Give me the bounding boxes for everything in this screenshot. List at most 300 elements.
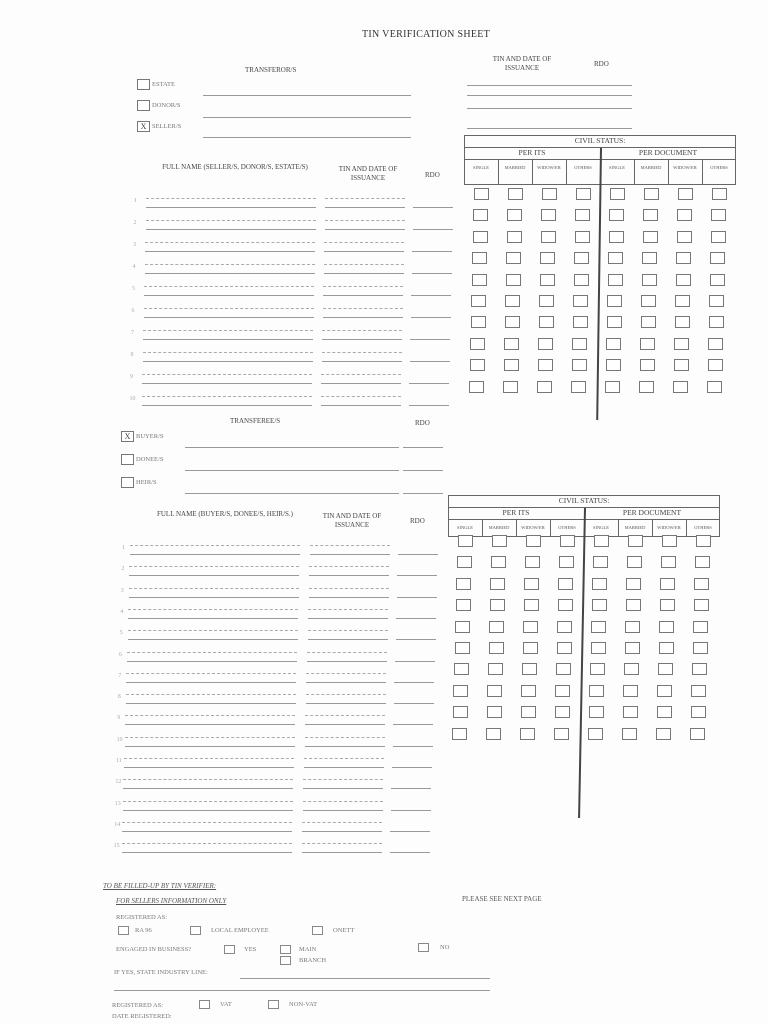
status-checkbox[interactable] xyxy=(521,685,536,697)
status-checkbox[interactable] xyxy=(474,188,489,200)
status-checkbox[interactable] xyxy=(541,231,556,243)
status-checkbox[interactable] xyxy=(575,231,590,243)
status-checkbox[interactable] xyxy=(593,556,608,568)
status-checkbox[interactable] xyxy=(695,556,710,568)
rdo-field[interactable] xyxy=(409,383,449,384)
tin-field[interactable] xyxy=(306,682,386,683)
status-checkbox[interactable] xyxy=(541,209,556,221)
status-checkbox[interactable] xyxy=(623,706,638,718)
status-checkbox[interactable] xyxy=(470,359,485,371)
tin-field[interactable] xyxy=(302,852,382,853)
tin-field[interactable] xyxy=(303,810,383,811)
rdo-field[interactable] xyxy=(392,767,432,768)
name-field[interactable] xyxy=(124,767,294,768)
status-checkbox[interactable] xyxy=(609,231,624,243)
status-checkbox[interactable] xyxy=(588,728,603,740)
status-checkbox[interactable] xyxy=(606,338,621,350)
tin-field[interactable] xyxy=(305,746,385,747)
industry-label: IF YES, STATE INDUSTRY LINE: xyxy=(114,969,208,976)
status-checkbox[interactable] xyxy=(644,188,659,200)
rdo-field[interactable] xyxy=(391,788,431,789)
status-checkbox[interactable] xyxy=(590,663,605,675)
tin-field[interactable] xyxy=(308,618,388,619)
rdo-field[interactable] xyxy=(410,361,450,362)
status-checkbox[interactable] xyxy=(628,535,643,547)
rdo-field[interactable] xyxy=(391,810,431,811)
status-checkbox[interactable] xyxy=(624,663,639,675)
status-checkbox[interactable] xyxy=(471,316,486,328)
status-checkbox[interactable] xyxy=(605,381,620,393)
status-checkbox[interactable] xyxy=(641,316,656,328)
industry-line-2[interactable] xyxy=(114,990,490,991)
transferor-rdo-heading: RDO xyxy=(594,60,609,68)
industry-line[interactable] xyxy=(240,978,490,979)
name-field[interactable] xyxy=(123,788,293,789)
status-checkbox[interactable] xyxy=(472,252,487,264)
name-field[interactable] xyxy=(130,554,300,555)
tin-subline xyxy=(324,264,404,265)
status-checkbox[interactable] xyxy=(507,209,522,221)
status-checkbox[interactable] xyxy=(627,556,642,568)
name-subline xyxy=(126,694,296,695)
status-checkbox[interactable] xyxy=(523,621,538,633)
option-label: DONEE/S xyxy=(136,456,164,463)
status-column-label: WIDOW/ER xyxy=(673,165,697,170)
status-checkbox[interactable] xyxy=(677,231,692,243)
status-checkbox[interactable] xyxy=(487,685,502,697)
status-checkbox[interactable] xyxy=(660,599,675,611)
name-field[interactable] xyxy=(125,746,295,747)
rdo-field[interactable] xyxy=(412,273,452,274)
row-number: 7 xyxy=(131,330,134,336)
rdo-field[interactable] xyxy=(397,575,437,576)
status-checkbox[interactable] xyxy=(471,295,486,307)
status-checkbox[interactable] xyxy=(557,621,572,633)
status-checkbox[interactable] xyxy=(678,188,693,200)
status-checkbox[interactable] xyxy=(487,706,502,718)
name-subline xyxy=(146,198,316,199)
status-checkbox[interactable] xyxy=(643,231,658,243)
tin-subline xyxy=(322,330,402,331)
transferee-rdo-line xyxy=(403,493,443,494)
status-checkbox[interactable] xyxy=(452,728,467,740)
tin-field[interactable] xyxy=(303,788,383,789)
transferor-tin-line xyxy=(467,108,632,109)
name-field[interactable] xyxy=(146,207,316,208)
tin-field[interactable] xyxy=(308,639,388,640)
tin-field[interactable] xyxy=(321,405,401,406)
status-checkbox[interactable] xyxy=(523,642,538,654)
status-column-label: SINGLE xyxy=(593,525,609,530)
status-checkbox[interactable] xyxy=(691,685,706,697)
status-checkbox[interactable] xyxy=(591,642,606,654)
status-checkbox[interactable] xyxy=(642,252,657,264)
status-checkbox[interactable] xyxy=(589,706,604,718)
status-checkbox[interactable] xyxy=(576,188,591,200)
rdo-field[interactable] xyxy=(395,661,435,662)
status-checkbox[interactable] xyxy=(673,381,688,393)
name-field[interactable] xyxy=(142,405,312,406)
main-label: MAIN xyxy=(299,946,317,953)
rdo-field[interactable] xyxy=(413,229,453,230)
name-field[interactable] xyxy=(146,229,316,230)
name-subline xyxy=(146,220,316,221)
row-number: 13 xyxy=(114,800,121,807)
status-checkbox[interactable] xyxy=(508,188,523,200)
status-checkbox[interactable] xyxy=(709,295,724,307)
tin-field[interactable] xyxy=(309,597,389,598)
status-column-label: SINGLE xyxy=(473,165,489,170)
status-checkbox[interactable] xyxy=(708,338,723,350)
status-checkbox[interactable] xyxy=(554,728,569,740)
tin-field[interactable] xyxy=(321,383,401,384)
name-field[interactable] xyxy=(145,273,315,274)
status-checkbox[interactable] xyxy=(572,359,587,371)
tin-field[interactable] xyxy=(310,554,390,555)
status-checkbox[interactable] xyxy=(676,274,691,286)
status-checkbox[interactable] xyxy=(538,359,553,371)
status-checkbox[interactable] xyxy=(659,642,674,654)
status-checkbox[interactable] xyxy=(693,621,708,633)
status-checkbox[interactable] xyxy=(558,599,573,611)
status-checkbox[interactable] xyxy=(641,295,656,307)
status-checkbox[interactable] xyxy=(626,599,641,611)
rdo-field[interactable] xyxy=(409,405,449,406)
status-checkbox[interactable] xyxy=(469,381,484,393)
status-checkbox[interactable] xyxy=(694,578,709,590)
name-field[interactable] xyxy=(143,361,313,362)
tin-field[interactable] xyxy=(325,229,405,230)
status-checkbox[interactable] xyxy=(625,642,640,654)
status-checkbox[interactable] xyxy=(505,295,520,307)
status-checkbox[interactable] xyxy=(556,663,571,675)
row-number: 1 xyxy=(134,198,137,204)
status-checkbox[interactable] xyxy=(520,728,535,740)
row-number: 3 xyxy=(120,587,124,594)
status-checkbox[interactable] xyxy=(573,295,588,307)
name-subline xyxy=(145,242,315,243)
ra96-checkbox[interactable] xyxy=(118,926,129,935)
tin-field[interactable] xyxy=(323,317,403,318)
status-checkbox[interactable] xyxy=(708,359,723,371)
tin-field[interactable] xyxy=(324,273,404,274)
branch-checkbox[interactable] xyxy=(280,956,291,965)
rdo-field[interactable] xyxy=(394,703,434,704)
tin-field[interactable] xyxy=(325,207,405,208)
group-heading: PER DOCUMENT xyxy=(638,148,698,157)
status-checkbox[interactable] xyxy=(711,209,726,221)
name-subline xyxy=(127,652,297,653)
row-number: 8 xyxy=(117,694,121,701)
name-field[interactable] xyxy=(144,295,314,296)
vat-checkbox[interactable] xyxy=(199,1000,210,1009)
status-checkbox[interactable] xyxy=(489,642,504,654)
status-checkbox[interactable] xyxy=(490,578,505,590)
date-registered-label: DATE REGISTERED: xyxy=(112,1013,172,1020)
status-checkbox[interactable] xyxy=(574,252,589,264)
status-checkbox[interactable] xyxy=(453,706,468,718)
name-field[interactable] xyxy=(126,703,296,704)
status-checkbox[interactable] xyxy=(558,578,573,590)
status-column-label: MARRIED xyxy=(624,525,646,530)
status-column-label: WIDOW/ER xyxy=(521,525,545,530)
status-checkbox[interactable] xyxy=(626,578,641,590)
name-field[interactable] xyxy=(145,251,315,252)
rdo-field[interactable] xyxy=(394,682,434,683)
status-checkbox[interactable] xyxy=(711,231,726,243)
status-checkbox[interactable] xyxy=(662,535,677,547)
status-checkbox[interactable] xyxy=(540,274,555,286)
status-checkbox[interactable] xyxy=(571,381,586,393)
tin-subline xyxy=(325,198,405,199)
status-checkbox[interactable] xyxy=(524,578,539,590)
option-checkbox[interactable] xyxy=(121,477,134,488)
name-field[interactable] xyxy=(129,575,299,576)
status-checkbox[interactable] xyxy=(710,252,725,264)
status-checkbox[interactable] xyxy=(526,535,541,547)
engaged-label: ENGAGED IN BUSINESS? xyxy=(116,946,192,953)
name-field[interactable] xyxy=(126,682,296,683)
status-checkbox[interactable] xyxy=(542,188,557,200)
status-checkbox[interactable] xyxy=(640,359,655,371)
tin-subline xyxy=(308,630,388,631)
buyers-tin-heading: TIN AND DATE OF ISSUANCE xyxy=(322,512,382,529)
status-checkbox[interactable] xyxy=(592,578,607,590)
name-field[interactable] xyxy=(129,597,299,598)
status-checkbox[interactable] xyxy=(610,188,625,200)
rdo-field[interactable] xyxy=(412,251,452,252)
status-checkbox[interactable] xyxy=(560,535,575,547)
status-checkbox[interactable] xyxy=(643,209,658,221)
name-field[interactable] xyxy=(143,339,313,340)
status-checkbox[interactable] xyxy=(622,728,637,740)
status-checkbox[interactable] xyxy=(659,621,674,633)
status-checkbox[interactable] xyxy=(710,274,725,286)
branch-label: BRANCH xyxy=(299,957,327,964)
tin-subline xyxy=(304,758,384,759)
status-checkbox[interactable] xyxy=(458,535,473,547)
status-checkbox[interactable] xyxy=(491,556,506,568)
status-checkbox[interactable] xyxy=(674,338,689,350)
status-checkbox[interactable] xyxy=(692,663,707,675)
status-checkbox[interactable] xyxy=(694,599,709,611)
tin-field[interactable] xyxy=(322,361,402,362)
name-field[interactable] xyxy=(144,317,314,318)
non-vat-checkbox[interactable] xyxy=(268,1000,279,1009)
status-checkbox[interactable] xyxy=(455,621,470,633)
tin-field[interactable] xyxy=(305,724,385,725)
tin-field[interactable] xyxy=(322,339,402,340)
status-checkbox[interactable] xyxy=(625,621,640,633)
no-checkbox[interactable] xyxy=(418,943,429,952)
name-field[interactable] xyxy=(122,852,292,853)
status-checkbox[interactable] xyxy=(537,381,552,393)
rdo-field[interactable] xyxy=(410,339,450,340)
row-number: 9 xyxy=(117,715,121,722)
status-checkbox[interactable] xyxy=(607,295,622,307)
rdo-field[interactable] xyxy=(413,207,453,208)
option-checkbox[interactable]: X xyxy=(121,431,134,442)
tin-field[interactable] xyxy=(306,703,386,704)
status-checkbox[interactable] xyxy=(505,316,520,328)
status-checkbox[interactable] xyxy=(707,381,722,393)
status-checkbox[interactable] xyxy=(608,252,623,264)
name-field[interactable] xyxy=(128,618,298,619)
status-checkbox[interactable] xyxy=(574,274,589,286)
option-checkbox[interactable]: X xyxy=(137,121,150,132)
option-checkbox[interactable] xyxy=(121,454,134,465)
status-checkbox[interactable] xyxy=(506,252,521,264)
tin-field[interactable] xyxy=(309,575,389,576)
name-field[interactable] xyxy=(122,831,292,832)
name-subline xyxy=(129,588,299,589)
status-checkbox[interactable] xyxy=(472,274,487,286)
status-checkbox[interactable] xyxy=(525,556,540,568)
tin-subline xyxy=(321,396,401,397)
status-checkbox[interactable] xyxy=(589,685,604,697)
name-subline xyxy=(125,715,295,716)
status-checkbox[interactable] xyxy=(696,535,711,547)
status-checkbox[interactable] xyxy=(642,274,657,286)
group-heading: PER ITS xyxy=(518,148,546,157)
rdo-field[interactable] xyxy=(397,597,437,598)
rdo-field[interactable] xyxy=(411,317,451,318)
status-column-label: MARRIED xyxy=(488,525,510,530)
tin-field[interactable] xyxy=(302,831,382,832)
status-checkbox[interactable] xyxy=(539,316,554,328)
status-checkbox[interactable] xyxy=(639,381,654,393)
status-checkbox[interactable] xyxy=(489,621,504,633)
status-checkbox[interactable] xyxy=(709,316,724,328)
transferee-rdo-line xyxy=(403,447,443,448)
status-checkbox[interactable] xyxy=(656,728,671,740)
status-checkbox[interactable] xyxy=(661,556,676,568)
tin-subline xyxy=(303,801,383,802)
transferee-rdo-heading: RDO xyxy=(415,419,430,427)
status-checkbox[interactable] xyxy=(676,252,691,264)
status-checkbox[interactable] xyxy=(690,728,705,740)
status-checkbox[interactable] xyxy=(658,663,673,675)
status-checkbox[interactable] xyxy=(608,274,623,286)
status-checkbox[interactable] xyxy=(492,535,507,547)
status-checkbox[interactable] xyxy=(454,663,469,675)
status-column-label: MARRIED xyxy=(504,165,526,170)
tin-field[interactable] xyxy=(323,295,403,296)
status-checkbox[interactable] xyxy=(473,231,488,243)
status-checkbox[interactable] xyxy=(691,706,706,718)
status-checkbox[interactable] xyxy=(592,599,607,611)
yes-checkbox[interactable] xyxy=(224,945,235,954)
name-subline xyxy=(123,801,293,802)
status-checkbox[interactable] xyxy=(591,621,606,633)
status-checkbox[interactable] xyxy=(640,338,655,350)
status-checkbox[interactable] xyxy=(573,316,588,328)
status-checkbox[interactable] xyxy=(675,316,690,328)
status-checkbox[interactable] xyxy=(522,663,537,675)
status-checkbox[interactable] xyxy=(712,188,727,200)
status-checkbox[interactable] xyxy=(575,209,590,221)
rdo-field[interactable] xyxy=(396,618,436,619)
status-checkbox[interactable] xyxy=(456,578,471,590)
status-checkbox[interactable] xyxy=(657,685,672,697)
rdo-field[interactable] xyxy=(390,852,430,853)
status-checkbox[interactable] xyxy=(506,274,521,286)
status-checkbox[interactable] xyxy=(539,295,554,307)
rdo-field[interactable] xyxy=(398,554,438,555)
name-field[interactable] xyxy=(123,810,293,811)
rdo-field[interactable] xyxy=(393,746,433,747)
status-checkbox[interactable] xyxy=(557,642,572,654)
status-checkbox[interactable] xyxy=(555,685,570,697)
name-field[interactable] xyxy=(142,383,312,384)
rdo-field[interactable] xyxy=(396,639,436,640)
name-field[interactable] xyxy=(125,724,295,725)
status-checkbox[interactable] xyxy=(607,316,622,328)
rdo-field[interactable] xyxy=(390,831,430,832)
tin-subline xyxy=(307,652,387,653)
status-checkbox[interactable] xyxy=(555,706,570,718)
status-checkbox[interactable] xyxy=(675,295,690,307)
tin-subline xyxy=(306,673,386,674)
status-checkbox[interactable] xyxy=(456,599,471,611)
tin-field[interactable] xyxy=(324,251,404,252)
status-checkbox[interactable] xyxy=(660,578,675,590)
status-checkbox[interactable] xyxy=(594,535,609,547)
status-checkbox[interactable] xyxy=(503,381,518,393)
option-checkbox[interactable] xyxy=(137,100,150,111)
status-checkbox[interactable] xyxy=(453,685,468,697)
status-checkbox[interactable] xyxy=(504,359,519,371)
tin-subline xyxy=(302,822,382,823)
status-checkbox[interactable] xyxy=(457,556,472,568)
tin-subline xyxy=(306,694,386,695)
status-checkbox[interactable] xyxy=(507,231,522,243)
status-checkbox[interactable] xyxy=(473,209,488,221)
option-checkbox[interactable] xyxy=(137,79,150,90)
status-checkbox[interactable] xyxy=(674,359,689,371)
rdo-field[interactable] xyxy=(393,724,433,725)
status-checkbox[interactable] xyxy=(470,338,485,350)
status-checkbox[interactable] xyxy=(455,642,470,654)
status-checkbox[interactable] xyxy=(606,359,621,371)
name-field[interactable] xyxy=(127,661,297,662)
name-subline xyxy=(124,758,294,759)
tin-field[interactable] xyxy=(304,767,384,768)
name-field[interactable] xyxy=(128,639,298,640)
tin-field[interactable] xyxy=(307,661,387,662)
status-checkbox[interactable] xyxy=(559,556,574,568)
onett-checkbox[interactable] xyxy=(312,926,323,935)
status-checkbox[interactable] xyxy=(538,338,553,350)
status-checkbox[interactable] xyxy=(524,599,539,611)
status-checkbox[interactable] xyxy=(677,209,692,221)
status-checkbox[interactable] xyxy=(521,706,536,718)
local-employee-checkbox[interactable] xyxy=(190,926,201,935)
status-checkbox[interactable] xyxy=(490,599,505,611)
status-checkbox[interactable] xyxy=(609,209,624,221)
status-checkbox[interactable] xyxy=(486,728,501,740)
non-vat-label: NON-VAT xyxy=(289,1001,318,1008)
rdo-field[interactable] xyxy=(411,295,451,296)
status-checkbox[interactable] xyxy=(623,685,638,697)
status-checkbox[interactable] xyxy=(488,663,503,675)
main-checkbox[interactable] xyxy=(280,945,291,954)
status-checkbox[interactable] xyxy=(572,338,587,350)
status-checkbox[interactable] xyxy=(504,338,519,350)
status-checkbox[interactable] xyxy=(657,706,672,718)
status-checkbox[interactable] xyxy=(540,252,555,264)
status-checkbox[interactable] xyxy=(693,642,708,654)
